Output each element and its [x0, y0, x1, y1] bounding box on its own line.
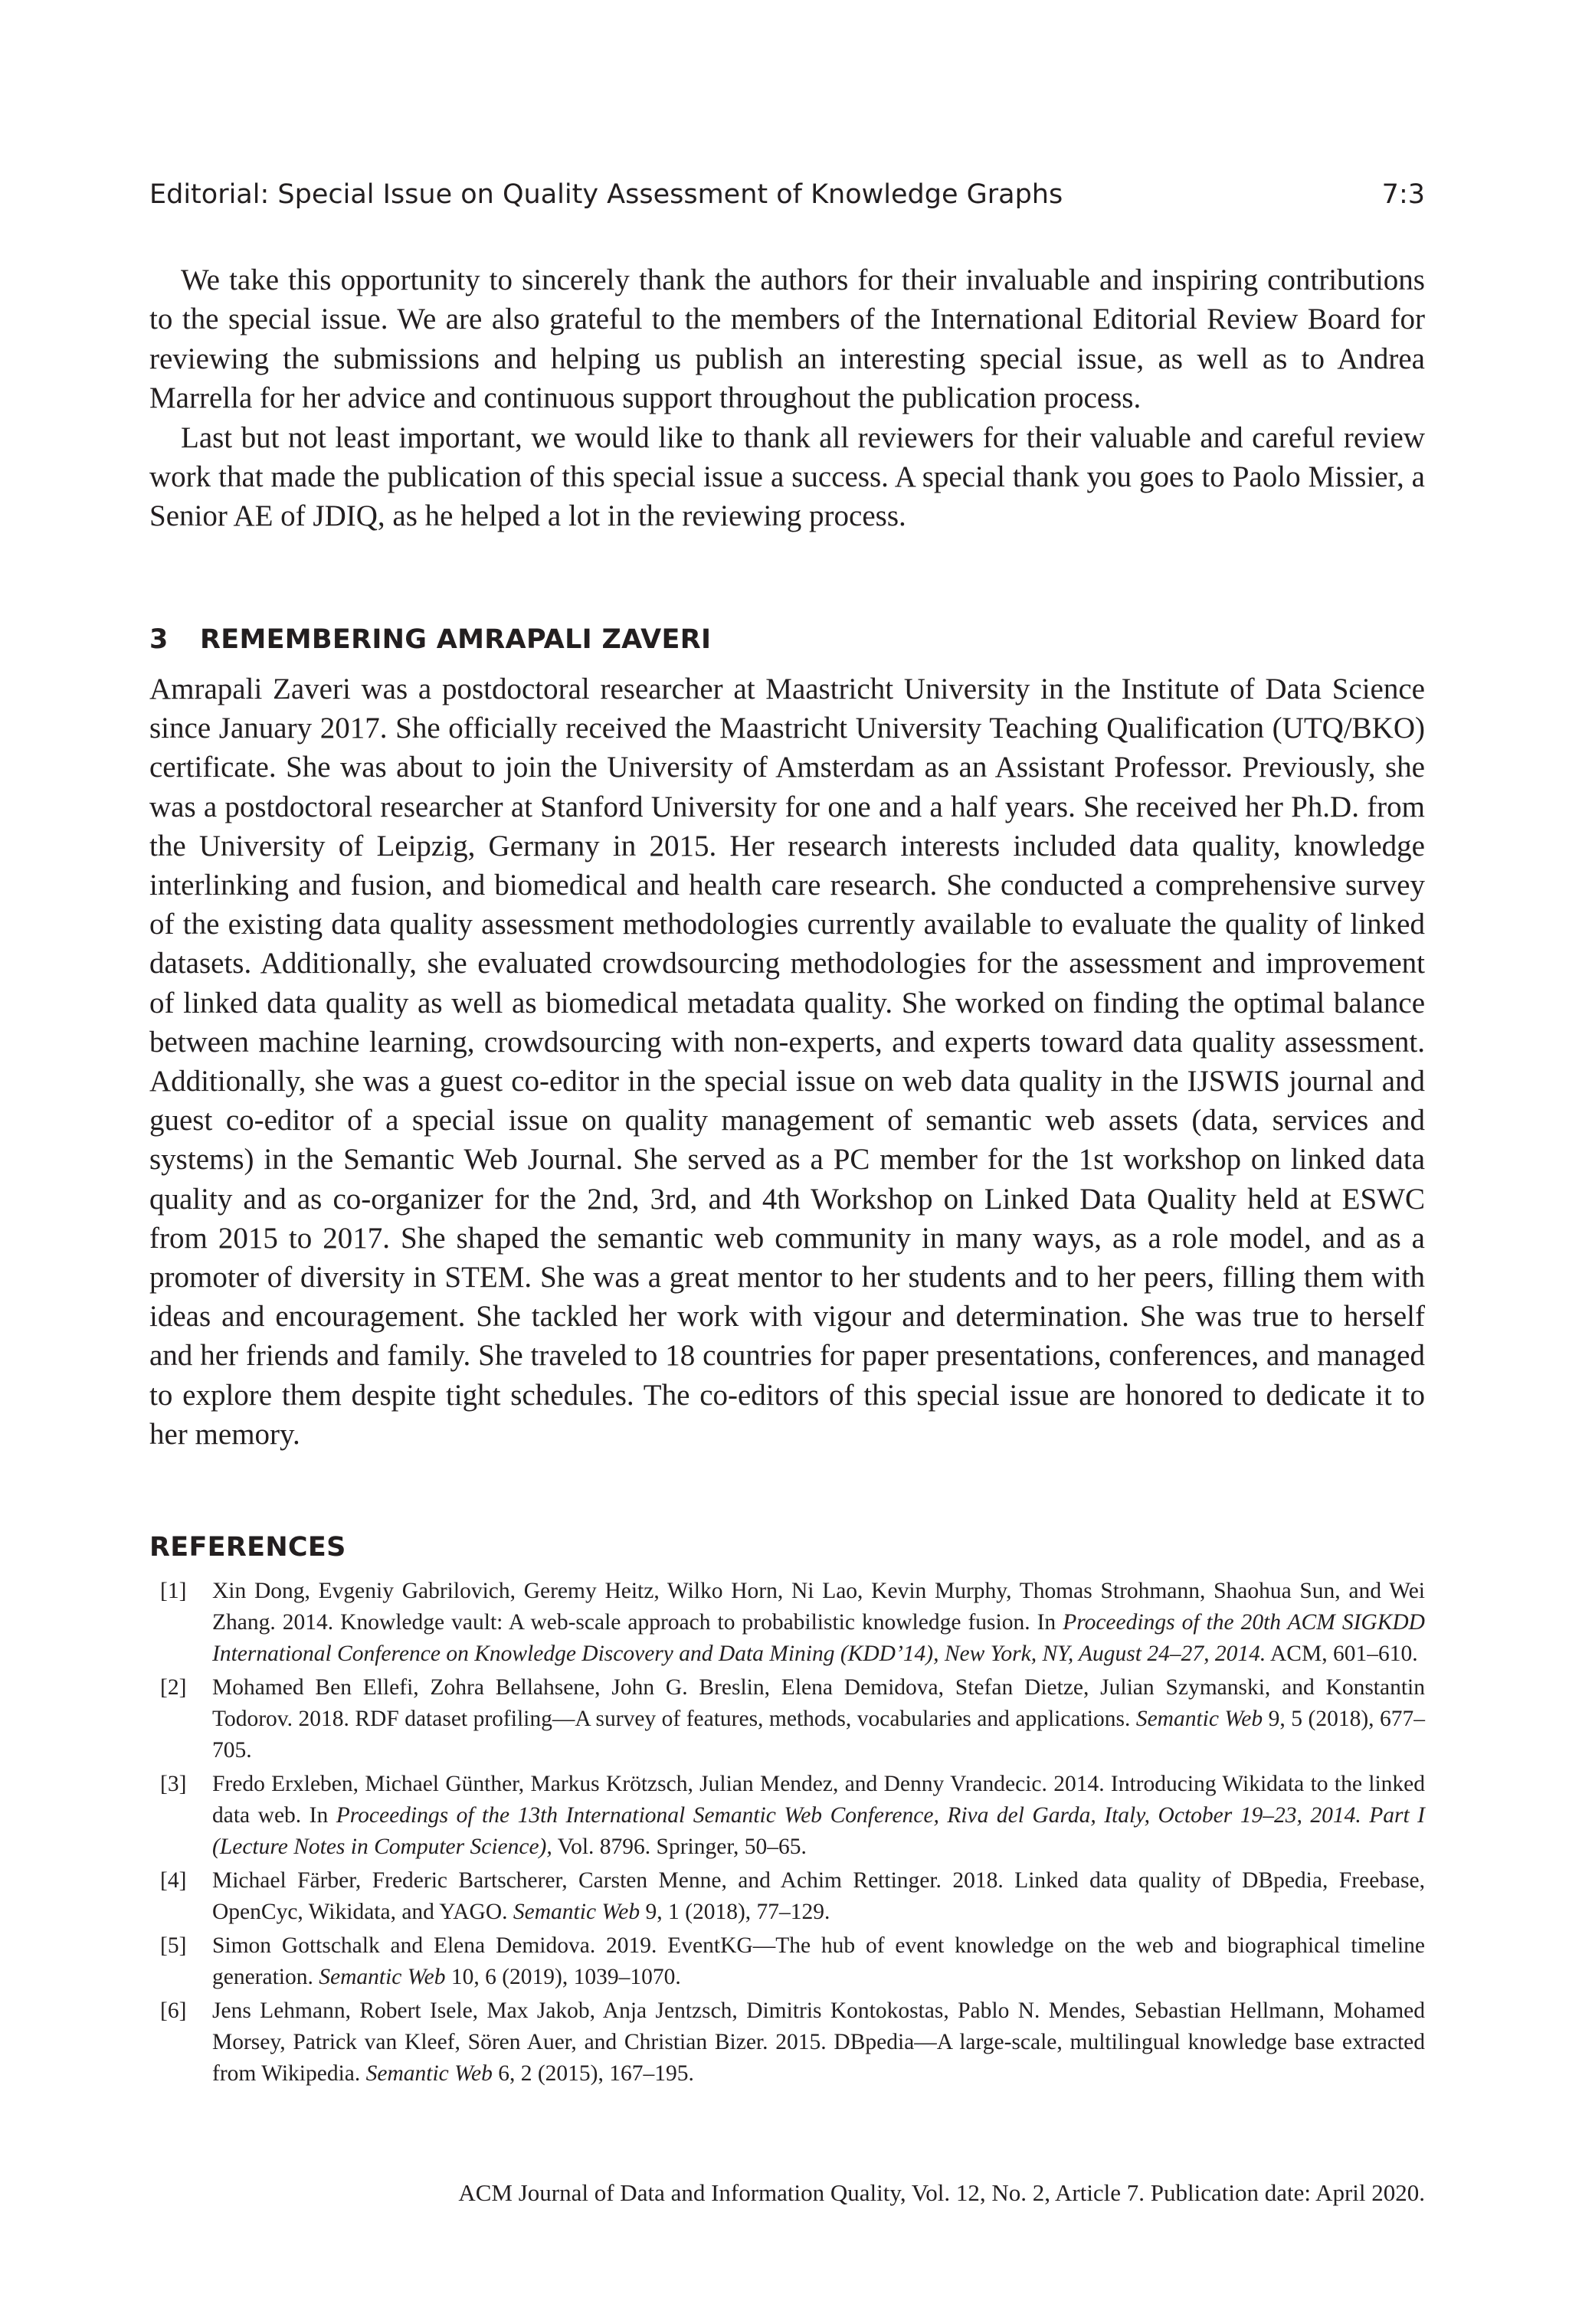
reference-details: 6, 2 (2015), 167–195.: [492, 2061, 694, 2086]
running-header: [149, 176, 1425, 213]
reference-details: Vol. 8796. Springer, 50–65.: [552, 1835, 807, 1859]
reference-authors: Xin Dong, Evgeniy Gabrilovich, Geremy Heitz, Wilko Horn, Ni Lao, Kevin Murphy, Thomas Strohmann, Shaohua Sun, and Wei Zhang. 2014. Knowledge vault: A web-scale approach to probabilistic knowledge fusion. In: [212, 1579, 1425, 1635]
reference-authors: Jens Lehmann, Robert Isele, Max Jakob, Anja Jentzsch, Dimitris Kontokostas, Pablo N. Mendes, Sebastian Hellmann, Mohamed Morsey, Patrick van Kleef, Sören Auer, and Christian Bizer. 2015. DBpedia—A large-scale, multilingual knowledge base extracted from Wikipedia.: [212, 1998, 1425, 2086]
section-body: [149, 669, 1425, 1454]
section-title: REMEMBERING AMRAPALI ZAVERI: [200, 624, 712, 655]
reference-venue: Semantic Web: [1135, 1707, 1263, 1731]
reference-venue: Proceedings of the 20th ACM SIGKDD International Conference on Knowledge Discovery and Data Mining (KDD’14), New York, NY, August 24–27, 2014.: [212, 1610, 1425, 1666]
running-title: Editorial: Special Issue on Quality Assessment of Knowledge Graphs: [149, 179, 1063, 210]
reference-item: [149, 1576, 1425, 1670]
reference-details: ACM, 601–610.: [1266, 1642, 1418, 1666]
reference-item: [149, 1865, 1425, 1928]
reference-venue: Proceedings of the 13th International Semantic Web Conference, Riva del Garda, Italy, October 19–23, 2014. Part I (Lecture Notes in Computer Science),: [212, 1803, 1425, 1859]
reference-venue: Semantic Web: [319, 1965, 446, 1989]
section-heading: [149, 620, 1425, 659]
section-number: 3: [149, 624, 169, 655]
reference-number: [5]: [160, 1933, 187, 1958]
reference-venue: Semantic Web: [513, 1900, 640, 1924]
reference-number: [2]: [160, 1675, 187, 1700]
page-number: 7:3: [1381, 179, 1425, 210]
reference-item: [149, 1672, 1425, 1766]
reference-authors: Fredo Erxleben, Michael Günther, Markus Krötzsch, Julian Mendez, and Denny Vrandecic. 2014. Introducing Wikidata to the linked data web. In: [212, 1772, 1425, 1828]
references-heading: REFERENCES: [149, 1532, 346, 1563]
reference-venue: Semantic Web: [365, 2061, 493, 2086]
reference-item: [149, 1769, 1425, 1863]
reference-list: [149, 1576, 1425, 2092]
reference-details: 10, 6 (2019), 1039–1070.: [445, 1965, 681, 1989]
reference-details: 9, 1 (2018), 77–129.: [640, 1900, 830, 1924]
acknowledgements-text: [149, 260, 1425, 536]
paragraph: We take this opportunity to sincerely thank the authors for their invaluable and inspiring contributions to the special issue. We are also grateful to the members of the International Editorial Review Board for reviewing the submissions and helping us publish an interesting special issue, as well as to Andrea Marrella for her advice and continuous support throughout the publication process.: [149, 263, 1425, 415]
reference-authors: Michael Färber, Frederic Bartscherer, Carsten Menne, and Achim Rettinger. 2018. Linked data quality of DBpedia, Freebase, OpenCyc, Wikidata, and YAGO.: [212, 1868, 1425, 1924]
reference-number: [4]: [160, 1868, 187, 1893]
paper-page: [149, 0, 1425, 2324]
reference-item: [149, 1995, 1425, 2090]
reference-authors: Simon Gottschalk and Elena Demidova. 2019. EventKG—The hub of event knowledge on the web and biographical timeline generation.: [212, 1933, 1425, 1989]
paragraph: Last but not least important, we would like to thank all reviewers for their valuable and careful review work that made the publication of this special issue a success. A special thank you goes to Paolo Missier, a Senior AE of JDIQ, as he helped a lot in the reviewing process.: [149, 421, 1425, 533]
reference-details: 9, 5 (2018), 677–705.: [212, 1707, 1426, 1763]
reference-number: [3]: [160, 1772, 187, 1796]
reference-item: [149, 1930, 1425, 1993]
reference-number: [1]: [160, 1579, 187, 1603]
paragraph: Amrapali Zaveri was a postdoctoral researcher at Maastricht University in the Institute of Data Science since January 2017. She officially received the Maastricht University Teaching Qualification (UTQ/BKO) certificate. She was about to join the University of Amsterdam as an Assistant Professor. Previously, she was a postdoctoral researcher at Stanford University for one and a half years. She received her Ph.D. from the University of Leipzig, Germany in 2015. Her research interests included data quality, knowledge interlinking and fusion, and biomedical and health care research. She conducted a comprehensive survey of the existing data quality assessment methodologies currently available to evaluate the quality of linked datasets. Additionally, she evaluated crowdsourcing methodologies for the assessment and improvement of linked data quality as well as biomedical metadata quality. She worked on finding the optimal balance between machine learning, crowdsourcing with non-experts, and experts toward data quality assessment. Additionally, she was a guest co-editor in the special issue on web data quality in the IJSWIS journal and guest co-editor of a special issue on quality management of semantic web assets (data, services and systems) in the Semantic Web Journal. She served as a PC member for the 1st workshop on linked data quality and as co-organizer for the 2nd, 3rd, and 4th Workshop on Linked Data Quality held at ESWC from 2015 to 2017. She shaped the semantic web community in many ways, as a role model, and as a promoter of diversity in STEM. She was a great mentor to her students and to her peers, filling them with ideas and encouragement. She tackled her work with vigour and determination. She was true to herself and her friends and family. She traveled to 18 countries for paper presentations, conferences, and managed to explore them despite tight schedules. The co-editors of this special issue are honored to dedicate it to her memory.: [149, 673, 1425, 1451]
journal-footer: ACM Journal of Data and Information Quality, Vol. 12, No. 2, Article 7. Publication date: April 2020.: [458, 2179, 1425, 2206]
reference-number: [6]: [160, 1998, 187, 2023]
reference-authors: Mohamed Ben Ellefi, Zohra Bellahsene, John G. Breslin, Elena Demidova, Stefan Dietze, Julian Szymanski, and Konstantin Todorov. 2018. RDF dataset profiling—A survey of features, methods, vocabularies and applications.: [212, 1675, 1425, 1731]
